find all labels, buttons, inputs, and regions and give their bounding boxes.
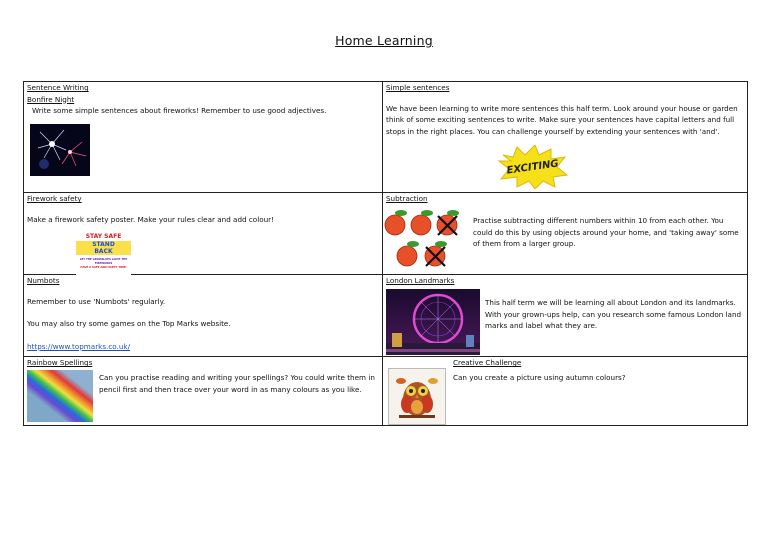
cell-london <box>383 275 748 357</box>
heading-numbots: Numbots <box>27 276 60 285</box>
apples-image <box>383 205 469 273</box>
text-numbots-1: Remember to use 'Numbots' regularly. <box>27 296 166 306</box>
cell-creative <box>383 357 748 426</box>
text-numbots-2: You may also try some games on the Top Marks website. <box>27 319 231 328</box>
cell-rainbow <box>24 357 383 426</box>
heading-rainbow-spellings: Rainbow Spellings <box>27 358 93 367</box>
heading-sentence-writing: Sentence Writing <box>27 83 89 92</box>
text-rainbow: Can you practise reading and writing your spellings? You could write them in pencil first and then trace over your word in as many colours as you like. <box>99 373 375 394</box>
page-title: Home Learning <box>335 33 433 48</box>
heading-subtraction: Subtraction <box>386 194 428 203</box>
cell-sentence-writing <box>24 82 383 193</box>
poster-line-1: STAY SAFE <box>85 233 122 240</box>
heading-simple-sentences: Simple sentences <box>386 83 450 92</box>
subheading-bonfire-night: Bonfire Night <box>27 94 75 104</box>
rainbow-image <box>27 370 93 422</box>
exciting-badge <box>497 145 569 189</box>
text-creative: Can you create a picture using autumn colours? <box>453 373 626 382</box>
fireworks-image <box>30 124 90 176</box>
exciting-badge-text: EXCITING <box>505 158 560 177</box>
heading-creative-challenge: Creative Challenge <box>453 358 522 367</box>
heading-firework-safety: Firework safety <box>27 194 82 203</box>
cell-numbots <box>24 275 383 357</box>
learning-grid <box>23 81 748 426</box>
cell-firework-safety <box>24 193 383 275</box>
cell-subtraction <box>383 193 748 275</box>
poster-line-2: STAND <box>76 241 131 248</box>
text-subtraction: Practise subtracting different numbers within 10 from each other. You could do this by using objects around your home, and 'taking away' some of them from a larger group. <box>473 216 739 248</box>
topmarks-link[interactable]: https://www.topmarks.co.uk/ <box>27 341 130 351</box>
autumn-owl-image <box>388 368 446 425</box>
text-simple-sentences: We have been learning to write more sentences this half term. Look around your house or garden think of some exciting sentences to write. Make sure your sentences have capital letters and full stops in the right places. You can challenge yourself by extending your sentences with 'and'. <box>386 103 738 136</box>
cell-simple-sentences <box>383 82 748 193</box>
poster-line-5: HAVE A SAFE AND HAPPY TIME! <box>80 266 127 270</box>
text-london: This half term we will be learning all about London and its landmarks. With your grown-ups help, can you research some famous London land marks and label what they are. <box>485 298 742 330</box>
poster-line-3: BACK <box>76 248 131 255</box>
london-eye-image <box>386 289 480 355</box>
text-sentence-writing: Write some simple sentences about fireworks! Remember to use good adjectives. <box>32 106 327 115</box>
poster-line-4: LET THE GROWN-UPS LIGHT THE FIREWORKS <box>79 258 128 265</box>
text-firework-safety: Make a firework safety poster. Make your rules clear and add colour! <box>27 214 274 224</box>
heading-london-landmarks: London Landmarks <box>386 276 455 285</box>
